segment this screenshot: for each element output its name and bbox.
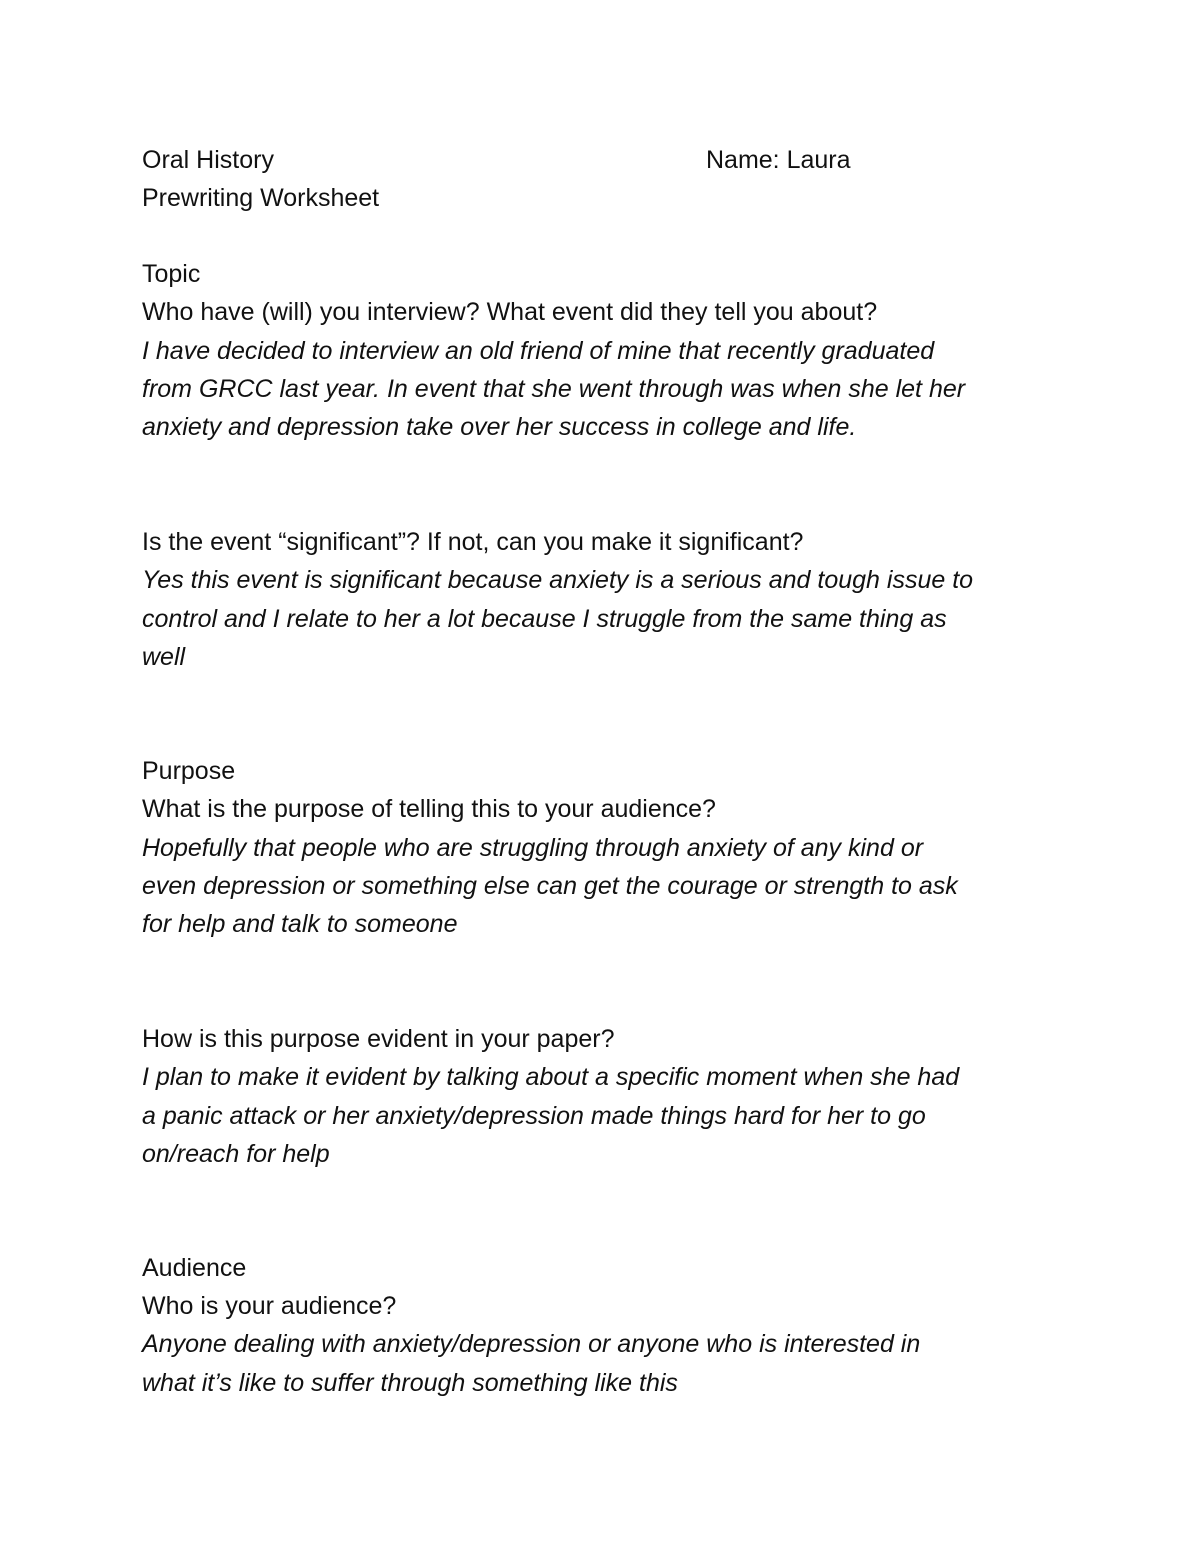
- audience-question-who: Who is your audience?: [142, 1292, 397, 1320]
- audience-heading: Audience: [142, 1254, 247, 1282]
- topic-answer-significant-line: control and I relate to her a lot because I struggle from the same thing as: [142, 605, 947, 633]
- topic-answer-interview-line: I have decided to interview an old friend of mine that recently graduated: [142, 337, 935, 365]
- audience-answer-line: Anyone dealing with anxiety/depression or anyone who is interested in: [142, 1330, 921, 1358]
- purpose-question-why: What is the purpose of telling this to your audience?: [142, 795, 716, 823]
- purpose-answer-why-line: for help and talk to someone: [142, 910, 458, 938]
- purpose-answer-evident-line: a panic attack or her anxiety/depression made things hard for her to go: [142, 1102, 926, 1130]
- purpose-answer-why-line: even depression or something else can get the courage or strength to ask: [142, 872, 958, 900]
- purpose-heading: Purpose: [142, 757, 236, 785]
- topic-question-interview: Who have (will) you interview? What event did they tell you about?: [142, 298, 878, 326]
- purpose-answer-why-line: Hopefully that people who are struggling through anxiety of any kind or: [142, 834, 924, 862]
- topic-answer-interview-line: from GRCC last year. In event that she went through was when she let her: [142, 375, 966, 403]
- purpose-question-evident: How is this purpose evident in your paper?: [142, 1025, 615, 1053]
- topic-heading: Topic: [142, 260, 201, 288]
- audience-answer-line: what it’s like to suffer through something like this: [142, 1369, 678, 1397]
- topic-answer-significant-line: well: [142, 643, 186, 671]
- purpose-answer-evident-line: I plan to make it evident by talking about a specific moment when she had: [142, 1063, 960, 1091]
- topic-question-significant: Is the event “significant”? If not, can you make it significant?: [142, 528, 804, 556]
- document-subtitle: Prewriting Worksheet: [142, 184, 380, 212]
- topic-answer-significant-line: Yes this event is significant because anxiety is a serious and tough issue to: [142, 566, 974, 594]
- purpose-answer-evident-line: on/reach for help: [142, 1140, 330, 1168]
- student-name: Name: Laura: [706, 146, 851, 174]
- topic-answer-interview-line: anxiety and depression take over her success in college and life.: [142, 413, 857, 441]
- document-title: Oral History: [142, 146, 274, 174]
